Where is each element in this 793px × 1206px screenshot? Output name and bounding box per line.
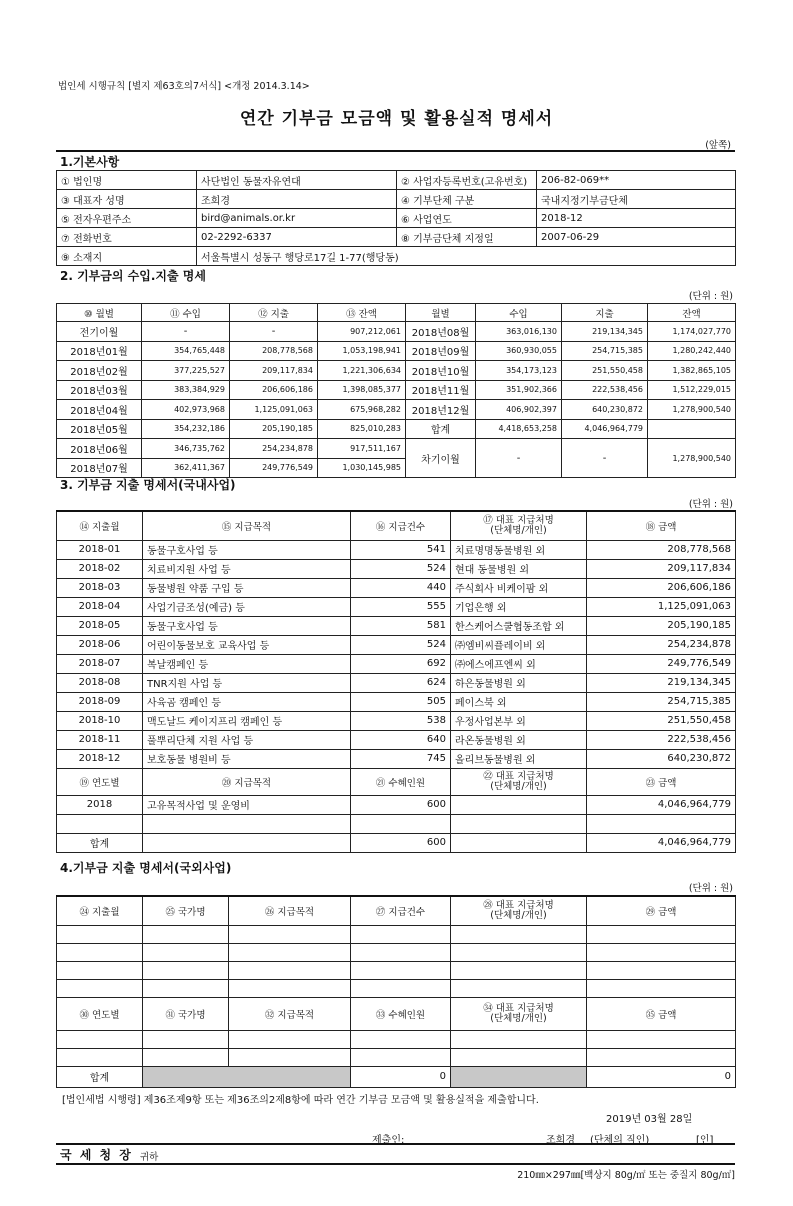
month-cell: 2018-12 [57, 749, 143, 768]
count-cell: 692 [351, 654, 451, 673]
balance-cell: 1,221,306,634 [318, 361, 406, 381]
expense-row [57, 635, 736, 654]
field-value: 2018-12 [537, 209, 736, 228]
amount-cell: 222,538,456 [587, 730, 736, 749]
carry-over-label: 차기이월 [406, 439, 476, 478]
monthly-row [57, 400, 736, 420]
empty-cell [587, 943, 736, 961]
basic-info-row [57, 190, 736, 209]
recipient-cell: 치료명명동물병원 외 [451, 540, 587, 559]
column-header: ⑯ 지급건수 [351, 511, 451, 540]
balance-cell: 1,398,085,377 [318, 380, 406, 400]
amount-cell: 1,125,091,063 [587, 597, 736, 616]
field-value: 206-82-069** [537, 171, 736, 190]
page-title: 연간 기부금 모금액 및 활용실적 명세서 [239, 109, 554, 129]
field-value: 조희경 [197, 190, 397, 209]
amount-cell: 206,606,186 [587, 578, 736, 597]
expense-row [57, 692, 736, 711]
month-cell: 2018년10월 [406, 361, 476, 381]
month-cell: 2018-04 [57, 597, 143, 616]
empty-cell [229, 1048, 351, 1066]
purpose-cell: 사육곰 캠페인 등 [143, 692, 351, 711]
column-header: ⑭ 지출월 [57, 511, 143, 540]
purpose-cell: 사업기금조성(예금) 등 [143, 597, 351, 616]
submission-date: 2019년 03월 28일 [606, 1114, 693, 1125]
balance-cell: 825,010,283 [318, 419, 406, 439]
column-header: ㉜ 지급목적 [229, 997, 351, 1030]
recipient-cell: 주식회사 비케이팜 외 [451, 578, 587, 597]
income-cell: 4,418,653,258 [476, 419, 562, 439]
empty-cell [143, 943, 229, 961]
field-label: ⑥ 사업연도 [397, 209, 537, 228]
column-header [451, 768, 587, 795]
column-header: ㉔ 지출월 [57, 896, 143, 925]
column-header: ⑩ 월별 [57, 304, 142, 322]
month-cell: 2018-08 [57, 673, 143, 692]
recipient-cell: ㈜에스에프엔씨 외 [451, 654, 587, 673]
recipient-cell: 기업은행 외 [451, 597, 587, 616]
empty-cell [143, 925, 229, 943]
column-header: ㉛ 국가명 [143, 997, 229, 1030]
monthly-row [57, 439, 736, 459]
purpose-cell: 맥도날드 케이지프리 캠페인 등 [143, 711, 351, 730]
section2-unit: (단위 : 원) [688, 291, 733, 302]
month-cell: 2018년08월 [406, 322, 476, 342]
carry-over-balance: 1,278,900,540 [648, 439, 736, 478]
expense-cell: 254,715,385 [562, 341, 648, 361]
count-cell: 745 [351, 749, 451, 768]
beneficiaries-cell: 600 [351, 795, 451, 814]
empty-cell [587, 1048, 736, 1066]
empty-cell [143, 1048, 229, 1066]
paper-top-rule [56, 1163, 735, 1165]
total-row [57, 833, 736, 852]
purpose-cell: 동물병원 약품 구입 등 [143, 578, 351, 597]
balance-cell [648, 419, 736, 439]
income-cell: 363,016,130 [476, 322, 562, 342]
field-value: 국내지정기부금단체 [537, 190, 736, 209]
header-subline: (단체명/개인) [490, 524, 547, 536]
recipient-top-rule [56, 1143, 735, 1145]
amount-cell: 209,117,834 [587, 559, 736, 578]
month-cell: 2018년03월 [57, 380, 142, 400]
total-amount: 0 [587, 1066, 736, 1087]
field-label: ⑧ 기부금단체 지정일 [397, 228, 537, 247]
balance-cell: 1,278,900,540 [648, 400, 736, 420]
count-cell: 524 [351, 635, 451, 654]
month-cell: 2018-11 [57, 730, 143, 749]
monthly-row [57, 380, 736, 400]
month-cell: 2018년06월 [57, 439, 142, 459]
balance-cell: 917,511,167 [318, 439, 406, 459]
amount-cell: 4,046,964,779 [587, 795, 736, 814]
empty-cell [57, 943, 143, 961]
expense-cell: 222,538,456 [562, 380, 648, 400]
purpose-cell: 풀뿌리단체 지원 사업 등 [143, 730, 351, 749]
blank-row [57, 943, 736, 961]
empty-cell [229, 925, 351, 943]
monthly-row [57, 361, 736, 381]
income-cell: 346,735,762 [142, 439, 230, 459]
field-value: 사단법인 동물자유연대 [197, 171, 397, 190]
balance-cell: 1,382,865,105 [648, 361, 736, 381]
empty-cell [143, 979, 229, 997]
monthly-row [57, 419, 736, 439]
field-label: ① 법인명 [57, 171, 197, 190]
empty-cell [351, 814, 451, 833]
basic-info-row [57, 247, 736, 266]
recipient-cell: 라온동물병원 외 [451, 730, 587, 749]
expense-cell: 640,230,872 [562, 400, 648, 420]
section4-title: 4.기부금 지출 명세서(국외사업) [60, 861, 232, 875]
column-header: 지출 [562, 304, 648, 322]
empty-cell [57, 1048, 143, 1066]
income-cell: 354,173,123 [476, 361, 562, 381]
total-count: 600 [351, 833, 451, 852]
table-header-row [57, 768, 736, 795]
column-header: ㉙ 금액 [587, 896, 736, 925]
month-cell: 합계 [406, 419, 476, 439]
expense-row [57, 654, 736, 673]
empty-cell [229, 961, 351, 979]
blank-row [57, 979, 736, 997]
income-cell: 360,930,055 [476, 341, 562, 361]
purpose-cell: 보호동물 병원비 등 [143, 749, 351, 768]
expense-row [57, 616, 736, 635]
empty-cell [351, 961, 451, 979]
recipient-cell: ㈜엠비씨플레이비 외 [451, 635, 587, 654]
total-count: 0 [351, 1066, 451, 1087]
table-header-row [57, 304, 736, 322]
amount-cell: 219,134,345 [587, 673, 736, 692]
expense-cell: 209,117,834 [230, 361, 318, 381]
column-header [451, 997, 587, 1030]
recipient-cell: 현대 동물병원 외 [451, 559, 587, 578]
form-rule-reference: 법인세 시행규칙 [별지 제63호의7서식] <개정 2014.3.14> [58, 81, 310, 92]
expense-row [57, 540, 736, 559]
month-cell: 2018년11월 [406, 380, 476, 400]
column-header: ㉖ 지급목적 [229, 896, 351, 925]
empty-cell [451, 925, 587, 943]
balance-cell: 1,512,229,015 [648, 380, 736, 400]
count-cell: 555 [351, 597, 451, 616]
header-line: ㉞ 대표 지급처명 [483, 1002, 554, 1014]
purpose-cell: 동물구호사업 등 [143, 540, 351, 559]
month-cell: 2018년05월 [57, 419, 142, 439]
month-cell: 전기이월 [57, 322, 142, 342]
year-cell: 2018 [57, 795, 143, 814]
income-cell: 406,902,397 [476, 400, 562, 420]
page-side-label: (앞쪽) [705, 140, 731, 151]
header-subline: (단체명/개인) [490, 780, 547, 792]
income-cell: 362,411,367 [142, 458, 230, 478]
empty-cell [451, 943, 587, 961]
field-label: ⑤ 전자우편주소 [57, 209, 197, 228]
header-subline: (단체명/개인) [490, 1012, 547, 1024]
count-cell: 440 [351, 578, 451, 597]
column-header: 월별 [406, 304, 476, 322]
column-header: ㉝ 수혜인원 [351, 997, 451, 1030]
income-cell: 377,225,527 [142, 361, 230, 381]
blank-row [57, 814, 736, 833]
month-cell: 2018년09월 [406, 341, 476, 361]
section2-title: 2. 기부금의 수입.지출 명세 [60, 269, 206, 283]
basic-info-table [56, 170, 736, 266]
empty-cell [587, 961, 736, 979]
blank-row [57, 1048, 736, 1066]
carry-over-income: - [476, 439, 562, 478]
empty-cell [57, 979, 143, 997]
submitter-label: 제출인: [372, 1135, 405, 1146]
balance-cell: 1,280,242,440 [648, 341, 736, 361]
amount-cell: 251,550,458 [587, 711, 736, 730]
month-cell: 2018-02 [57, 559, 143, 578]
submitter-name: 조희경 [546, 1135, 575, 1146]
column-header: ㉕ 국가명 [143, 896, 229, 925]
yearly-row [57, 795, 736, 814]
field-label: ③ 대표자 성명 [57, 190, 197, 209]
expense-cell: 251,550,458 [562, 361, 648, 381]
submitter-note: (단체의 직인) [590, 1135, 650, 1146]
expense-row [57, 711, 736, 730]
expense-cell: 249,776,549 [230, 458, 318, 478]
balance-cell: 907,212,061 [318, 322, 406, 342]
column-header: ⑮ 지급목적 [143, 511, 351, 540]
amount-cell: 640,230,872 [587, 749, 736, 768]
empty-cell [57, 925, 143, 943]
carry-over-expense: - [562, 439, 648, 478]
table-header-row [57, 896, 736, 925]
column-header: ⑲ 연도별 [57, 768, 143, 795]
empty-cell [451, 1030, 587, 1048]
column-header: ㉗ 지급건수 [351, 896, 451, 925]
month-cell: 2018년02월 [57, 361, 142, 381]
recipient-cell: 페이스북 외 [451, 692, 587, 711]
header-line: ㉒ 대표 지급처명 [483, 770, 554, 782]
expense-row [57, 578, 736, 597]
header-line: ⑰ 대표 지급처명 [483, 514, 554, 526]
amount-cell: 208,778,568 [587, 540, 736, 559]
recipient-cell: 하은동물병원 외 [451, 673, 587, 692]
column-header: ⑬ 잔액 [318, 304, 406, 322]
expense-row [57, 559, 736, 578]
column-header: ㉚ 연도별 [57, 997, 143, 1030]
empty-cell [143, 814, 351, 833]
column-header: ⑳ 지급목적 [143, 768, 351, 795]
income-cell: 354,765,448 [142, 341, 230, 361]
seal-mark: [인] [696, 1135, 714, 1146]
empty-cell [451, 979, 587, 997]
count-cell: 624 [351, 673, 451, 692]
header-subline: (단체명/개인) [490, 909, 547, 921]
expense-cell: 219,134,345 [562, 322, 648, 342]
empty-cell [587, 1030, 736, 1048]
purpose-cell: 고유목적사업 및 운영비 [143, 795, 351, 814]
empty-cell [57, 1030, 143, 1048]
month-cell: 2018-06 [57, 635, 143, 654]
table-header-row [57, 997, 736, 1030]
income-cell: 383,384,929 [142, 380, 230, 400]
blank-row [57, 1030, 736, 1048]
field-label: ⑦ 전화번호 [57, 228, 197, 247]
column-header [451, 896, 587, 925]
amount-cell: 205,190,185 [587, 616, 736, 635]
income-expense-table [56, 303, 736, 478]
recipient: 국 세 청 장 [60, 1148, 133, 1162]
expense-cell: 4,046,964,779 [562, 419, 648, 439]
amount-cell: 249,776,549 [587, 654, 736, 673]
empty-cell [451, 1048, 587, 1066]
purpose-cell: 어린이동물보호 교육사업 등 [143, 635, 351, 654]
column-header: 잔액 [648, 304, 736, 322]
submission-statement: [법인세법 시행령] 제36조제9항 또는 제36조의2제8항에 따라 연간 기부금 모금액 및 활용실적을 제출합니다. [62, 1095, 539, 1106]
shaded-cell [143, 1066, 351, 1087]
purpose-cell: 동물구호사업 등 [143, 616, 351, 635]
paper-spec: 210㎜×297㎜[백상지 80g/㎡ 또는 중질지 80g/㎡] [517, 1170, 735, 1181]
expense-cell: - [230, 322, 318, 342]
section1-title: 1.기본사항 [60, 155, 120, 169]
income-cell: 351,902,366 [476, 380, 562, 400]
month-cell: 2018년07월 [57, 458, 142, 478]
monthly-row [57, 322, 736, 342]
recipient-cell: 올리브동물병원 외 [451, 749, 587, 768]
field-value: 02-2292-6337 [197, 228, 397, 247]
balance-cell: 1,174,027,770 [648, 322, 736, 342]
income-cell: 354,232,186 [142, 419, 230, 439]
section4-unit: (단위 : 원) [688, 883, 733, 894]
total-amount: 4,046,964,779 [587, 833, 736, 852]
purpose-cell: 치료비지원 사업 등 [143, 559, 351, 578]
expense-row [57, 730, 736, 749]
total-row [57, 1066, 736, 1087]
empty-cell [351, 1048, 451, 1066]
expense-cell: 206,606,186 [230, 380, 318, 400]
total-label: 합계 [57, 833, 143, 852]
count-cell: 640 [351, 730, 451, 749]
empty-cell [229, 943, 351, 961]
expense-cell: 208,778,568 [230, 341, 318, 361]
recipient-cell: 한스케어스쿨협동조합 외 [451, 616, 587, 635]
field-label: ② 사업자등록번호(고유번호) [397, 171, 537, 190]
month-cell: 2018-09 [57, 692, 143, 711]
basic-info-row [57, 228, 736, 247]
empty-cell [451, 833, 587, 852]
total-label: 합계 [57, 1066, 143, 1087]
recipient-cell: 우정사업본부 외 [451, 711, 587, 730]
column-header [451, 511, 587, 540]
expense-cell: 205,190,185 [230, 419, 318, 439]
empty-cell [351, 943, 451, 961]
field-value: 2007-06-29 [537, 228, 736, 247]
empty-cell [351, 925, 451, 943]
basic-info-row [57, 171, 736, 190]
column-header: 수입 [476, 304, 562, 322]
monthly-row [57, 341, 736, 361]
count-cell: 524 [351, 559, 451, 578]
expense-row [57, 597, 736, 616]
amount-cell: 254,234,878 [587, 635, 736, 654]
empty-cell [229, 979, 351, 997]
field-label: ④ 기부단체 구분 [397, 190, 537, 209]
field-value: 서울특별시 성동구 행당로17길 1-77(행당동) [197, 247, 736, 266]
month-cell: 2018-10 [57, 711, 143, 730]
income-cell: 402,973,968 [142, 400, 230, 420]
count-cell: 505 [351, 692, 451, 711]
purpose-cell: TNR지원 사업 등 [143, 673, 351, 692]
section3-unit: (단위 : 원) [688, 499, 733, 510]
column-header: ⑪ 수입 [142, 304, 230, 322]
field-label: ⑨ 소재지 [57, 247, 197, 266]
amount-cell: 254,715,385 [587, 692, 736, 711]
empty-cell [143, 833, 351, 852]
month-cell: 2018-01 [57, 540, 143, 559]
column-header: ㉑ 수혜인원 [351, 768, 451, 795]
income-cell: - [142, 322, 230, 342]
balance-cell: 675,968,282 [318, 400, 406, 420]
foreign-expense-table [56, 895, 736, 1088]
column-header: ㉓ 금액 [587, 768, 736, 795]
expense-row [57, 749, 736, 768]
empty-cell [143, 961, 229, 979]
empty-cell [143, 1030, 229, 1048]
expense-row [57, 673, 736, 692]
empty-cell [451, 961, 587, 979]
empty-cell [587, 925, 736, 943]
balance-cell: 1,030,145,985 [318, 458, 406, 478]
empty-cell [587, 979, 736, 997]
recipient-suffix: 귀하 [140, 1152, 159, 1163]
column-header: ⑫ 지출 [230, 304, 318, 322]
month-cell: 2018년12월 [406, 400, 476, 420]
section3-title: 3. 기부금 지출 명세서(국내사업) [60, 478, 236, 492]
column-header: ㉟ 금액 [587, 997, 736, 1030]
month-cell: 2018년01월 [57, 341, 142, 361]
column-header: ⑱ 금액 [587, 511, 736, 540]
blank-row [57, 961, 736, 979]
month-cell: 2018년04월 [57, 400, 142, 420]
expense-cell: 254,234,878 [230, 439, 318, 459]
count-cell: 541 [351, 540, 451, 559]
header-line: ㉘ 대표 지급처명 [483, 899, 554, 911]
shaded-cell [451, 1066, 587, 1087]
empty-cell [351, 1030, 451, 1048]
section1-top-rule [56, 150, 735, 152]
month-cell: 2018-07 [57, 654, 143, 673]
empty-cell [57, 961, 143, 979]
empty-cell [587, 814, 736, 833]
recipient-cell [451, 795, 587, 814]
purpose-cell: 복날캠페인 등 [143, 654, 351, 673]
empty-cell [229, 1030, 351, 1048]
blank-row [57, 925, 736, 943]
empty-cell [451, 814, 587, 833]
empty-cell [57, 814, 143, 833]
count-cell: 581 [351, 616, 451, 635]
month-cell: 2018-05 [57, 616, 143, 635]
basic-info-row [57, 209, 736, 228]
empty-cell [351, 979, 451, 997]
count-cell: 538 [351, 711, 451, 730]
month-cell: 2018-03 [57, 578, 143, 597]
expense-cell: 1,125,091,063 [230, 400, 318, 420]
field-value: bird@animals.or.kr [197, 209, 397, 228]
balance-cell: 1,053,198,941 [318, 341, 406, 361]
table-header-row [57, 511, 736, 540]
domestic-expense-table [56, 510, 736, 853]
